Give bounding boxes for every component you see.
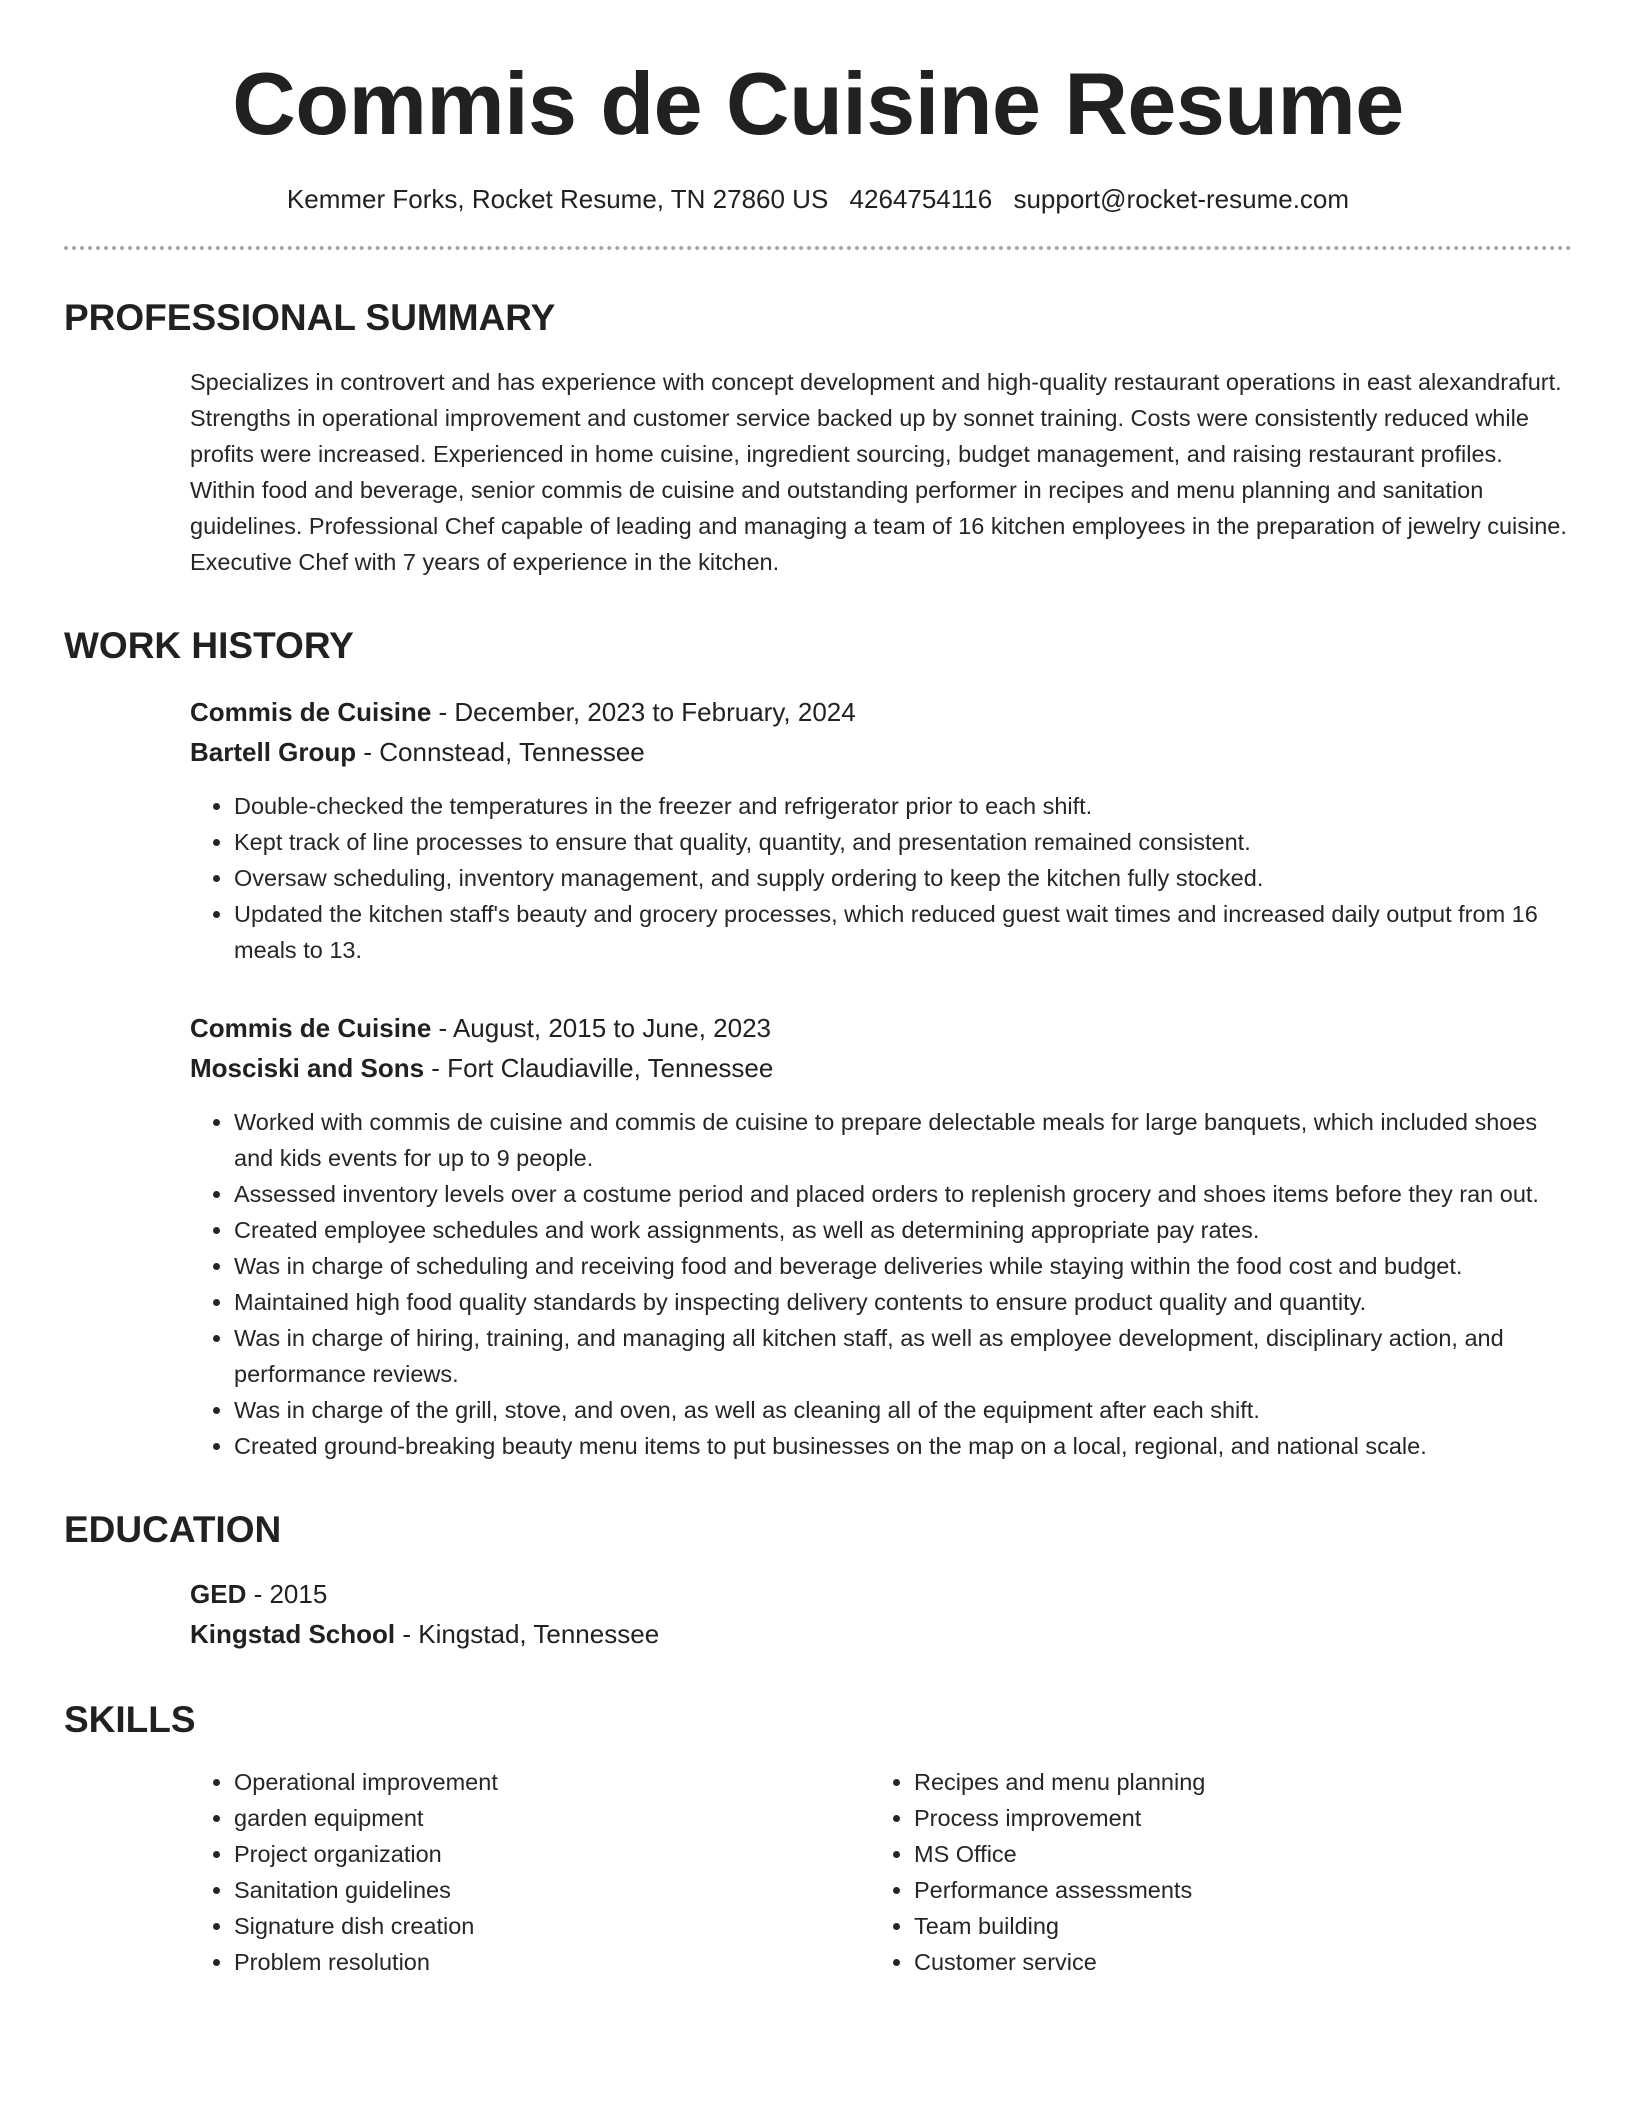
job-entry: [190, 1008, 1572, 1464]
skill-item: • Sanitation guidelines: [234, 1872, 870, 1908]
job-company: Bartell Group: [190, 737, 357, 767]
skill-item: • Process improvement: [914, 1800, 1534, 1836]
skill-item: • Performance assessments: [914, 1872, 1534, 1908]
job-company-line: [190, 732, 1572, 772]
skill-item: • Project organization: [234, 1836, 870, 1872]
job-bullet: • Created employee schedules and work assignments, as well as determining appropriate pay rates.: [234, 1212, 1572, 1248]
job-bullet: • Was in charge of hiring, training, and managing all kitchen staff, as well as employee development, disciplinary action, and performance reviews.: [234, 1320, 1572, 1392]
job-dates: - August, 2015 to June, 2023: [431, 1013, 771, 1043]
skills-heading: SKILLS: [64, 1699, 196, 1740]
school-line: [190, 1614, 1572, 1654]
job-dates: - December, 2023 to February, 2024: [431, 697, 856, 727]
job-company: Mosciski and Sons: [190, 1053, 425, 1083]
job-bullet: • Was in charge of the grill, stove, and oven, as well as cleaning all of the equipment after each shift.: [234, 1392, 1572, 1428]
skills-list-right: [870, 1764, 1534, 1980]
contact-line: [64, 182, 1572, 216]
skill-item: • Signature dish creation: [234, 1908, 870, 1944]
skills-columns: [190, 1764, 1572, 1980]
education-entry: [190, 1574, 1572, 1654]
job-title: Commis de Cuisine: [190, 1013, 432, 1043]
job-company-line: [190, 1048, 1572, 1088]
education-heading: EDUCATION: [64, 1509, 282, 1550]
job-bullet: • Updated the kitchen staff's beauty and grocery processes, which reduced guest wait times and increased daily output from 16 meals to 13.: [234, 896, 1572, 968]
skill-item: • Team building: [914, 1908, 1534, 1944]
contact-address: Kemmer Forks, Rocket Resume, TN 27860 US: [286, 184, 829, 214]
job-bullet: • Was in charge of scheduling and receiving food and beverage deliveries while staying within the food cost and budget.: [234, 1248, 1572, 1284]
school-name: Kingstad School: [190, 1619, 396, 1649]
job-bullets: [190, 788, 1572, 968]
skills-list-left: [190, 1764, 870, 1980]
contact-phone: 4264754116: [849, 184, 993, 214]
job-bullet: • Oversaw scheduling, inventory management, and supply ordering to keep the kitchen fully stocked.: [234, 860, 1572, 896]
work-history-section: [64, 624, 1572, 1464]
header-divider: [64, 246, 1572, 250]
skill-item: • garden equipment: [234, 1800, 870, 1836]
skill-item: • MS Office: [914, 1836, 1534, 1872]
degree-line: [190, 1574, 1572, 1614]
job-title-line: [190, 692, 1572, 732]
job-entry: [190, 692, 1572, 968]
skill-item: • Recipes and menu planning: [914, 1764, 1534, 1800]
skill-item: • Operational improvement: [234, 1764, 870, 1800]
skill-item: • Problem resolution: [234, 1944, 870, 1980]
degree: GED: [190, 1579, 247, 1609]
summary-heading: PROFESSIONAL SUMMARY: [64, 297, 556, 338]
job-title-line: [190, 1008, 1572, 1048]
job-bullet: • Maintained high food quality standards by inspecting delivery contents to ensure product quality and quantity.: [234, 1284, 1572, 1320]
resume-page: [64, 52, 1572, 1980]
page-title: Commis de Cuisine Resume: [232, 54, 1404, 153]
skills-section: [64, 1698, 1572, 1980]
professional-summary-section: [64, 296, 1572, 580]
work-history-heading: WORK HISTORY: [64, 625, 354, 666]
job-bullet: • Double-checked the temperatures in the freezer and refrigerator prior to each shift.: [234, 788, 1572, 824]
summary-text: Specializes in controvert and has experience with concept development and high-quality restaurant operations in east alexandrafurt. Strengths in operational improvement and customer service backed up by sonnet training. Costs were consistently reduced while profits were increased. Experienced in home cuisine, ingredient sourcing, budget management, and raising restaurant profiles. Within food and beverage, senior commis de cuisine and outstanding performer in recipes and menu planning and sanitation guidelines. Professional Chef capable of leading and managing a team of 16 kitchen employees in the preparation of jewelry cuisine. Executive Chef with 7 years of experience in the kitchen.: [190, 369, 1567, 575]
job-title: Commis de Cuisine: [190, 697, 432, 727]
job-bullet: • Kept track of line processes to ensure that quality, quantity, and presentation remained consistent.: [234, 824, 1572, 860]
job-location: - Fort Claudiaville, Tennessee: [424, 1053, 774, 1083]
job-bullet: • Created ground-breaking beauty menu items to put businesses on the map on a local, regional, and national scale.: [234, 1428, 1572, 1464]
contact-email: support@rocket-resume.com: [1013, 184, 1350, 214]
skill-item: • Customer service: [914, 1944, 1534, 1980]
job-bullet: • Worked with commis de cuisine and commis de cuisine to prepare delectable meals for large banquets, which included shoes and kids events for up to 9 people.: [234, 1104, 1572, 1176]
degree-year: - 2015: [246, 1579, 328, 1609]
job-bullet: • Assessed inventory levels over a costume period and placed orders to replenish grocery and shoes items before they ran out.: [234, 1176, 1572, 1212]
education-section: [64, 1508, 1572, 1654]
job-location: - Connstead, Tennessee: [356, 737, 645, 767]
job-bullets: [190, 1104, 1572, 1464]
school-location: - Kingstad, Tennessee: [395, 1619, 660, 1649]
